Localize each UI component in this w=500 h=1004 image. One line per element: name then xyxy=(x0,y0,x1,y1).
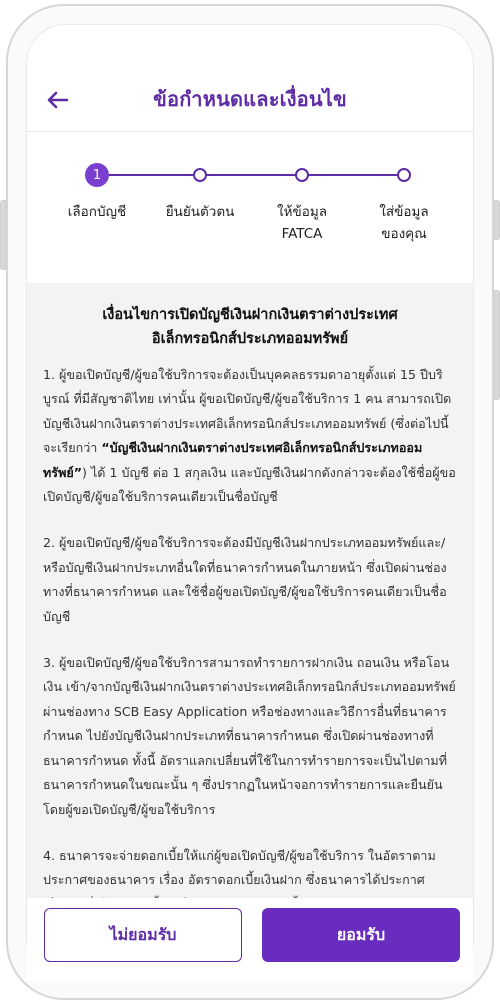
step-1-dot: 1 xyxy=(85,163,109,187)
document-title: เงื่อนไขการเปิดบัญชีเงินฝากเงินตราต่างประเทศ อิเล็กทรอนิกส์ประเภทออมทรัพย์ xyxy=(102,307,398,347)
step-4-label: ใส่ข้อมูล ของคุณ xyxy=(379,204,429,242)
step-2-dot xyxy=(193,168,207,182)
terms-paragraph-1: 1. ผู้ขอเปิดบัญชี/ผู้ขอใช้บริการจะต้องเป็นบุคคลธรรมดาอายุตั้งแต่ 15 ปีบริบูรณ์ ที่มีสัญชาติไทย เท่านั้น ผู้ขอเปิดบัญชี/ผู้ขอใช้บริการ 1 คน สามารถเปิดบัญชีเงินฝากเงินตราต่างประเทศอิเล็กทรอนิกส์ประเภทออมทรัพย์ (ซึ่งต่อไปนี้จะเรียกว่า “บัญชีเงินฝากเงินตราต่างประเทศอิเล็กทรอนิกส์ประเภทออมทรัพย์”) ได้ 1 บัญชี ต่อ 1 สกุลเงิน และบัญชีเงินฝากดังกล่าวจะต้องใช้ชื่อผู้ขอเปิดบัญชี/ผู้ขอใช้บริการคนเดียวเป็นชื่อบัญชี xyxy=(43,367,456,505)
header-divider xyxy=(27,131,473,132)
accept-button[interactable]: ยอมรับ xyxy=(262,908,460,962)
phone-side-button xyxy=(494,290,500,400)
phone-side-button xyxy=(0,200,6,270)
progress-stepper xyxy=(27,133,473,283)
stepper-line xyxy=(97,174,403,176)
header xyxy=(27,69,473,131)
step-1-label: เลือกบัญชี xyxy=(67,204,127,220)
step-4-dot xyxy=(397,168,411,182)
app-screen xyxy=(26,24,474,980)
terms-paragraph-3: 3. ผู้ขอเปิดบัญชี/ผู้ขอใช้บริการสามารถทำรายการฝากเงิน ถอนเงิน หรือโอนเงิน เข้า/จากบัญชีเงินฝากเงินตราต่างประเทศอิเล็กทรอนิกส์ประเภทออมทรัพย์ ผ่านช่องทาง SCB Easy Application หรือช่องทางและวิธีการอื่นที่ธนาคารกำหนด ไปยังบัญชีเงินฝากประเภทที่ธนาคารกำหนด ซึ่งเปิดผ่านช่องทางที่ธนาคารกำหนด ทั้งนี้ อัตราแลกเปลี่ยนที่ใช้ในการทำรายการจะเป็นไปตามที่ธนาคารกำหนดในขณะนั้น ๆ ซึ่งปรากฏในหน้าจอการทำรายการและยืนยันโดยผู้ขอเปิดบัญชี/ผู้ขอใช้บริการ xyxy=(43,655,456,817)
terms-paragraph-4: 4. ธนาคารจะจ่ายดอกเบี้ยให้แก่ผู้ขอเปิดบัญชี/ผู้ขอใช้บริการ ในอัตราตามประกาศของธนาคาร เรื่อง อัตราดอกเบี้ยเงินฝาก ซึ่งธนาคารได้ประกาศ xyxy=(43,847,436,888)
step-3-dot xyxy=(295,168,309,182)
phone-side-button xyxy=(494,200,500,240)
terms-content[interactable] xyxy=(27,283,473,898)
decline-button[interactable]: ไม่ยอมรับ xyxy=(44,908,242,962)
step-2-label: ยืนยันตัวตน xyxy=(165,204,235,220)
page-title: ข้อกำหนดและเงื่อนไข xyxy=(153,87,347,111)
terms-paragraph-2: 2. ผู้ขอเปิดบัญชี/ผู้ขอใช้บริการจะต้องมีบัญชีเงินฝากประเภทออมทรัพย์และ/หรือบัญชีเงินฝากประเภทอื่นใดที่ธนาคารกำหนดในภายหน้า ซึ่งเปิดผ่านช่องทางที่ธนาคารกำหนด และใช้ชื่อผู้ขอเปิดบัญชี/ผู้ขอใช้บริการคนเดียวเป็นชื่อบัญชี xyxy=(43,535,447,624)
step-3-label: ให้ข้อมูล FATCA xyxy=(277,204,327,242)
action-footer xyxy=(27,898,473,981)
